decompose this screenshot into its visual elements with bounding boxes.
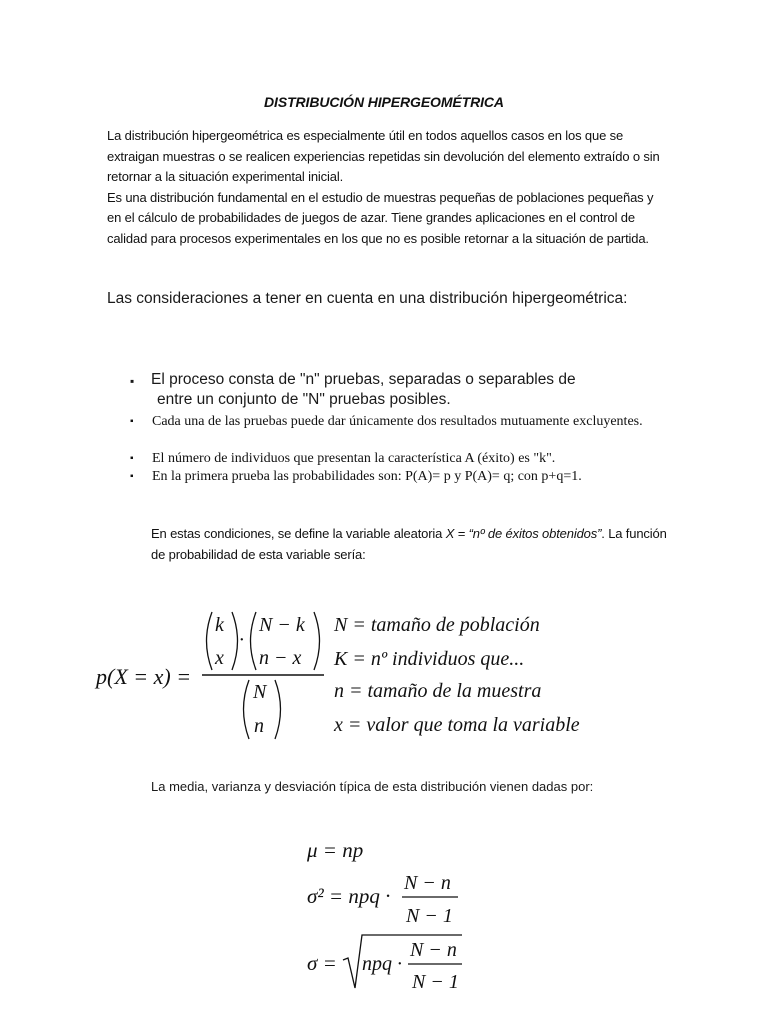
bullet-marker-icon: ▪: [130, 416, 134, 427]
intro-paragraph-1: La distribución hipergeométrica es especialmente útil en todos aquellos casos en los que se extraigan muestras o se realicen experiencias repetidas sin devolución del elemento extraído o sin retornar a la situación experimental inicial.: [107, 128, 660, 184]
sd-inner: npq ·: [362, 953, 402, 975]
binom-n-minus-x: n − x: [259, 647, 302, 669]
mean-formula: μ = np: [307, 838, 364, 862]
considerations-heading: Las consideraciones a tener en cuenta en una distribución hipergeométrica:: [107, 290, 628, 307]
formula-lhs: p(X = x) =: [96, 664, 192, 689]
binom-N-minus-k: N − k: [259, 614, 305, 636]
binom-k: k: [215, 614, 224, 636]
intro-paragraph-2: Es una distribución fundamental en el estudio de muestras pequeñas de poblaciones pequeñas y en el cálculo de probabilidades de juegos de azar. Tiene grandes aplicaciones en el control de calidad para procesos experimentales en los que no es posible retornar a la situación de partida.: [107, 189, 654, 246]
legend-line-1: N = tamaño de población: [334, 614, 540, 636]
conditions-pre: En estas condiciones, se define la variable aleatoria: [151, 526, 446, 541]
binom-n: n: [254, 715, 264, 737]
bullet-marker-icon: ▪: [130, 471, 134, 482]
multiply-dot: ·: [239, 629, 244, 651]
variance-lhs: σ² = npq ·: [307, 884, 391, 908]
bullet-1-line-1: El proceso consta de "n" pruebas, separadas o separables de: [151, 371, 576, 388]
bullet-3-text: El número de individuos que presentan la característica A (éxito) es "k".: [152, 451, 556, 466]
legend-line-4: x = valor que toma la variable: [334, 714, 580, 736]
binom-N: N: [253, 681, 267, 703]
binom-x: x: [215, 647, 224, 669]
sd-denominator: N − 1: [412, 971, 459, 993]
page-title: DISTRIBUCIÓN HIPERGEOMÉTRICA: [264, 94, 504, 110]
variance-denominator: N − 1: [406, 905, 453, 927]
sd-numerator: N − n: [410, 939, 457, 961]
sd-lhs: σ =: [307, 951, 337, 975]
legend-line-2: K = nº individuos que...: [334, 648, 525, 670]
media-paragraph: La media, varianza y desviación típica de esta distribución vienen dadas por:: [151, 779, 594, 794]
conditions-post: . La función de probabilidad de esta variable sería:: [151, 526, 667, 562]
bullet-marker-icon: ▪: [130, 374, 135, 388]
random-variable-definition: X = “nº de éxitos obtenidos”: [445, 526, 602, 541]
bullet-4-text: En la primera prueba las probabilidades son: P(A)= p y P(A)= q; con p+q=1.: [152, 469, 582, 484]
bullet-2-text: Cada una de las pruebas puede dar únicamente dos resultados mutuamente excluyentes.: [152, 414, 643, 429]
variance-numerator: N − n: [404, 872, 451, 894]
bullet-marker-icon: ▪: [130, 453, 134, 464]
legend-line-3: n = tamaño de la muestra: [334, 680, 542, 702]
bullet-1-line-2: entre un conjunto de "N" pruebas posibles.: [157, 391, 451, 408]
